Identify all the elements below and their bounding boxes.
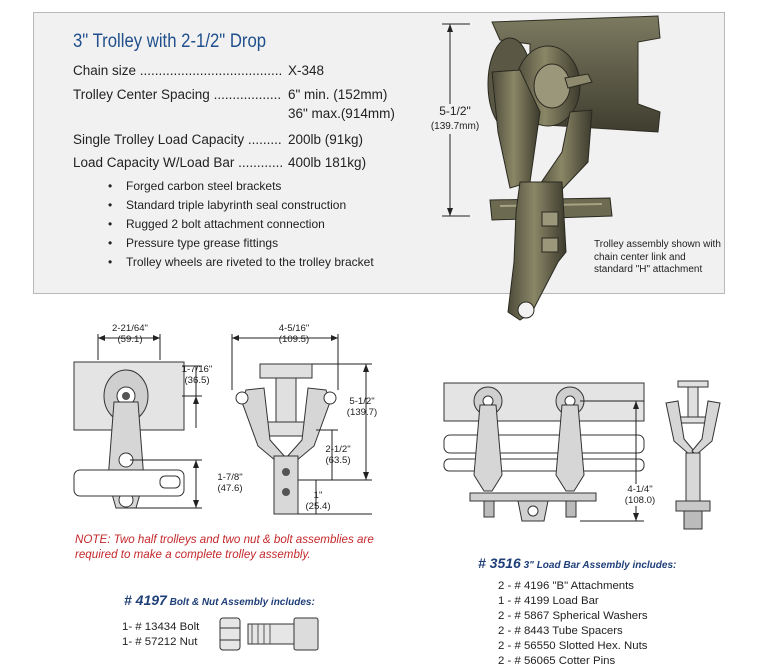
spec-chain-size-value: X-348 bbox=[288, 63, 325, 78]
kit-4197-items bbox=[122, 620, 199, 650]
bolt-nut-illustration bbox=[218, 614, 328, 654]
spec-single-capacity-label: Single Trolley Load Capacity ......... bbox=[73, 132, 282, 147]
dim-loadbar-height bbox=[618, 484, 662, 506]
dim-drop-in: 2-1/2" bbox=[325, 444, 351, 455]
kit-4197-item: 1- # 57212 Nut bbox=[122, 636, 198, 648]
kit-3516-item: 2 - # 5867 Spherical Washers bbox=[498, 610, 648, 622]
dim-attach-length-mm: (25.4) bbox=[305, 501, 331, 512]
dim-loadbar-height-mm: (108.0) bbox=[624, 495, 656, 506]
dim-attach-length bbox=[298, 490, 338, 512]
dim-overall-height bbox=[340, 396, 384, 418]
spec-chain-size-label: Chain size ...................................... bbox=[73, 63, 283, 78]
dim-width-top bbox=[100, 323, 160, 345]
photo-height-in: 5-1/2" bbox=[439, 104, 471, 118]
spec-loadbar-capacity-value: 400lb 181kg) bbox=[288, 155, 367, 170]
dim-drop bbox=[316, 444, 360, 466]
spec-single-capacity-value: 200lb (91kg) bbox=[288, 132, 364, 147]
dim-overall-height-in: 5-1/2" bbox=[349, 396, 375, 407]
kit-3516-label: 3" Load Bar Assembly includes: bbox=[520, 560, 677, 571]
photo-height-dim bbox=[425, 104, 485, 134]
assembly-note: NOTE: Two half trolleys and two nut & bolt assemblies are required to make a complete trolley assembly. bbox=[75, 533, 374, 561]
feature-item: • Rugged 2 bolt attachment connection bbox=[108, 217, 374, 236]
feature-item: • Pressure type grease fittings bbox=[108, 236, 374, 255]
photo-height-mm: (139.7mm) bbox=[430, 121, 480, 132]
feature-item: • Trolley wheels are riveted to the trolley bracket bbox=[108, 255, 374, 274]
dim-wheel-drop-in: 1-7/16" bbox=[181, 364, 213, 375]
dim-overall-width bbox=[264, 323, 324, 345]
dim-overall-width-mm: (109.5) bbox=[278, 334, 310, 345]
dim-wheel-drop-mm: (36.5) bbox=[184, 375, 210, 386]
spec-center-spacing-label: Trolley Center Spacing .................. bbox=[73, 87, 282, 102]
spec-center-spacing-max: 36" max.(914mm) bbox=[288, 106, 395, 121]
page-title: 3" Trolley with 2-1/2" Drop bbox=[73, 31, 267, 52]
dim-overall-width-in: 4-5/16" bbox=[278, 323, 310, 334]
dim-width-top-in: 2-21/64" bbox=[112, 323, 148, 334]
dim-drop-mm: (63.5) bbox=[325, 455, 351, 466]
trolley-photo bbox=[470, 12, 720, 342]
kit-3516-title bbox=[478, 555, 676, 573]
dim-attach-spacing-mm: (47.6) bbox=[217, 483, 243, 494]
loadbar-diagram bbox=[440, 375, 760, 540]
kit-4197-title bbox=[124, 592, 315, 610]
spec-loadbar-capacity-label: Load Capacity W/Load Bar ............ bbox=[73, 155, 284, 170]
kit-4197-item: 1- # 13434 Bolt bbox=[122, 621, 200, 633]
kit-3516-item: 2 - # 56550 Slotted Hex. Nuts bbox=[498, 640, 648, 652]
kit-3516-item: 2 - # 8443 Tube Spacers bbox=[498, 625, 623, 637]
kit-4197-label: Bolt & Nut Assembly includes: bbox=[166, 597, 315, 608]
kit-3516-items bbox=[498, 579, 648, 669]
dim-loadbar-height-in: 4-1/4" bbox=[627, 484, 653, 495]
feature-item: • Standard triple labyrinth seal construction bbox=[108, 198, 374, 217]
kit-3516-item: 1 - # 4199 Load Bar bbox=[498, 595, 599, 607]
kit-3516-number: # 3516 bbox=[478, 555, 521, 571]
spec-center-spacing-min: 6" min. (152mm) bbox=[288, 87, 388, 102]
feature-item: • Forged carbon steel brackets bbox=[108, 179, 374, 198]
kit-3516-item: 2 - # 4196 "B" Attachments bbox=[498, 580, 634, 592]
dim-wheel-drop bbox=[175, 364, 219, 386]
kit-3516-item: 2 - # 56065 Cotter Pins bbox=[498, 655, 616, 667]
feature-list bbox=[108, 179, 374, 274]
dim-attach-spacing-in: 1-7/8" bbox=[217, 472, 243, 483]
kit-4197-number: # 4197 bbox=[124, 592, 167, 608]
dim-attach-length-in: 1" bbox=[313, 490, 323, 501]
dim-width-top-mm: (59.1) bbox=[117, 334, 143, 345]
dim-overall-height-mm: (139.7) bbox=[346, 407, 378, 418]
photo-caption: Trolley assembly shown with chain center link and standard "H" attachment bbox=[594, 239, 721, 275]
